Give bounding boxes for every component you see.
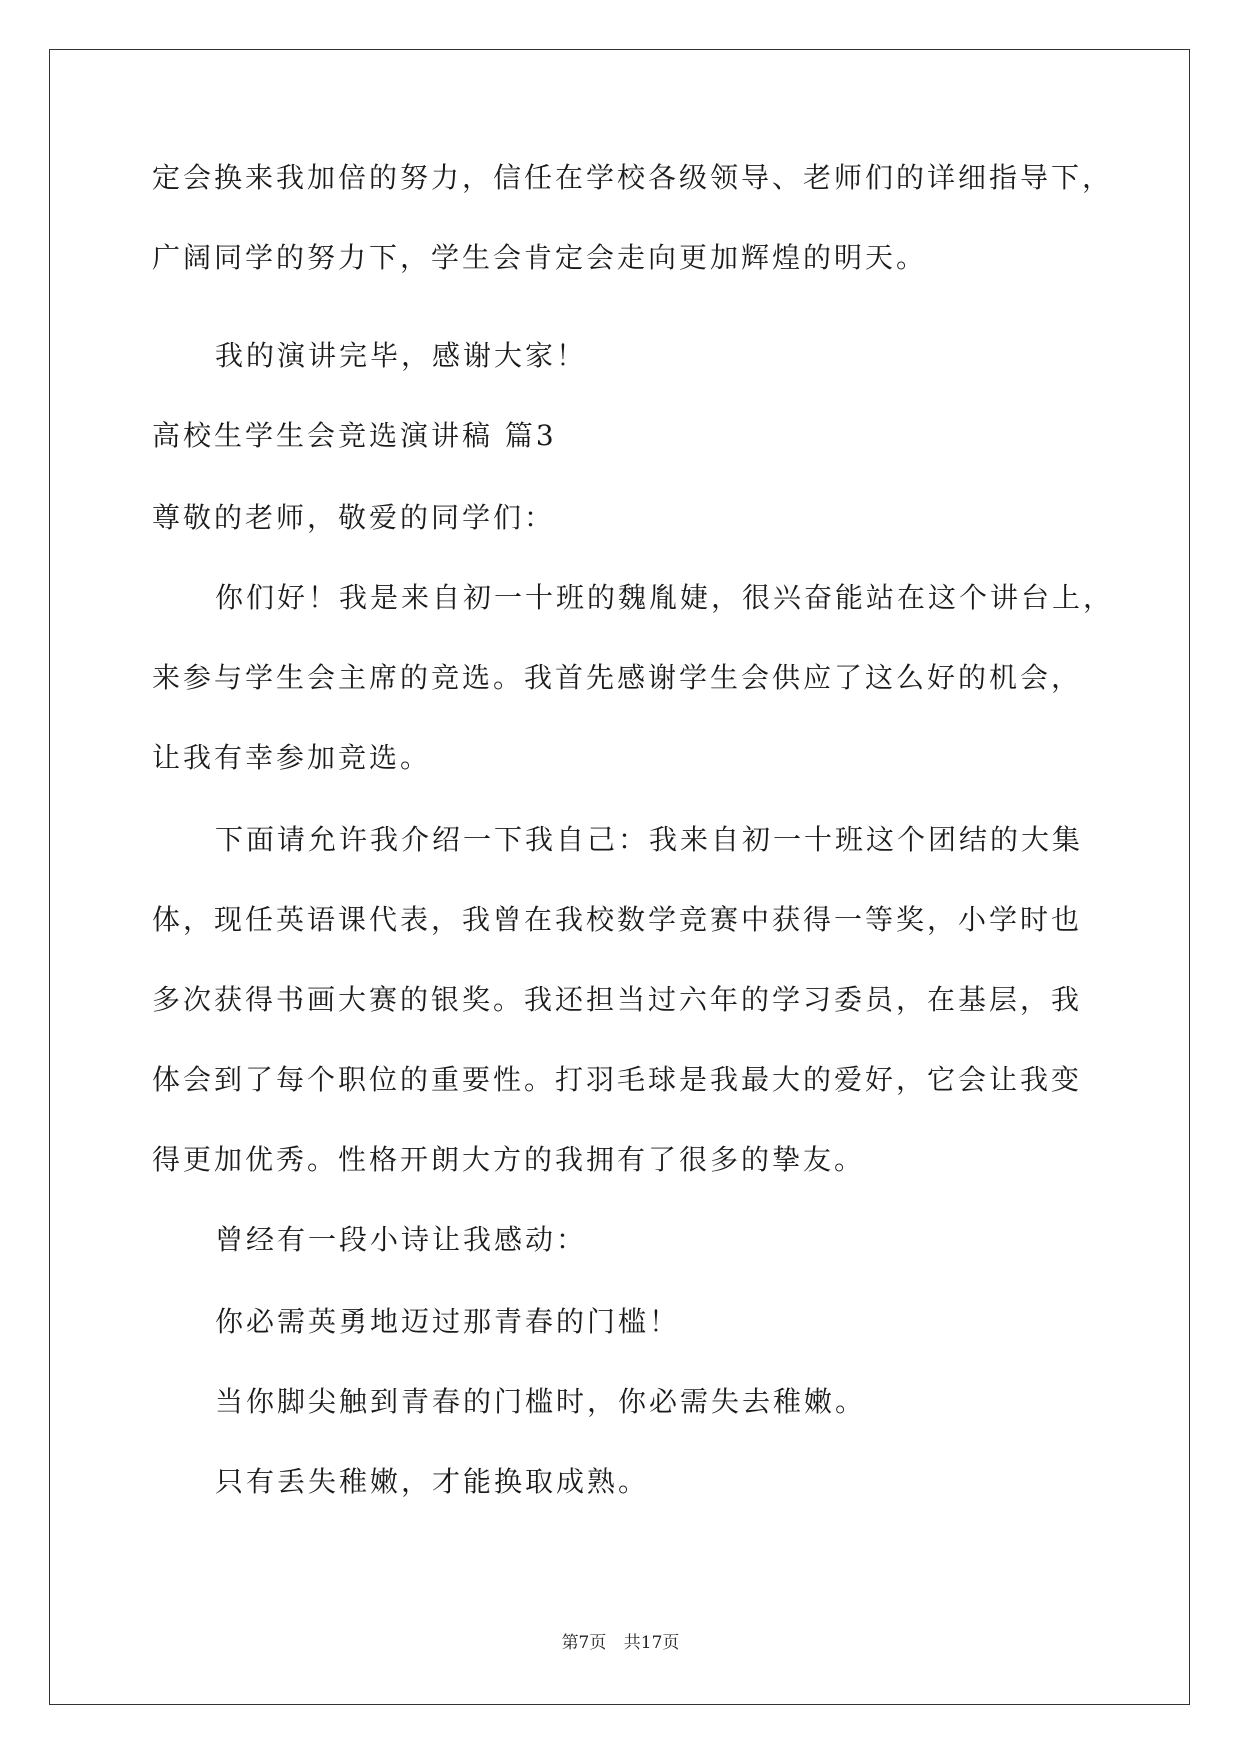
section-heading: 高校生学生会竞选演讲稿 篇3	[152, 419, 557, 452]
poem-line: 只有丢失稚嫩，才能换取成熟。	[215, 1465, 650, 1498]
paragraph-line: 来参与学生会主席的竞选。我首先感谢学生会供应了这么好的机会，	[152, 661, 1083, 694]
page-number: 第7页	[561, 1633, 607, 1653]
poem-line: 当你脚尖触到青春的门槛时，你必需失去稚嫩。	[215, 1385, 867, 1418]
paragraph-line: 体会到了每个职位的重要性。打羽毛球是我最大的爱好，它会让我变	[152, 1063, 1083, 1096]
paragraph-line: 定会换来我加倍的努力，信任在学校各级领导、老师们的详细指导下，	[152, 161, 1114, 194]
page-border	[49, 49, 1190, 1705]
paragraph-line: 体，现任英语课代表，我曾在我校数学竞赛中获得一等奖，小学时也	[152, 903, 1083, 936]
paragraph-line: 你们好！我是来自初一十班的魏胤婕，很兴奋能站在这个讲台上，	[215, 581, 1115, 614]
page-footer	[0, 1628, 1241, 1653]
paragraph-line: 多次获得书画大赛的银奖。我还担当过六年的学习委员，在基层，我	[152, 983, 1083, 1016]
page-total: 共17页	[623, 1633, 680, 1653]
paragraph-line: 得更加优秀。性格开朗大方的我拥有了很多的挚友。	[152, 1143, 866, 1176]
paragraph-line: 我的演讲完毕，感谢大家！	[215, 339, 588, 372]
paragraph-line: 让我有幸参加竞选。	[152, 741, 432, 774]
salutation: 尊敬的老师，敬爱的同学们：	[152, 501, 556, 534]
paragraph-line: 广阔同学的努力下，学生会肯定会走向更加辉煌的明天。	[152, 241, 928, 274]
poem-line: 你必需英勇地迈过那青春的门槛！	[215, 1305, 681, 1338]
paragraph-line: 曾经有一段小诗让我感动：	[215, 1223, 588, 1256]
paragraph-line: 下面请允许我介绍一下我自己：我来自初一十班这个团结的大集	[215, 823, 1084, 856]
